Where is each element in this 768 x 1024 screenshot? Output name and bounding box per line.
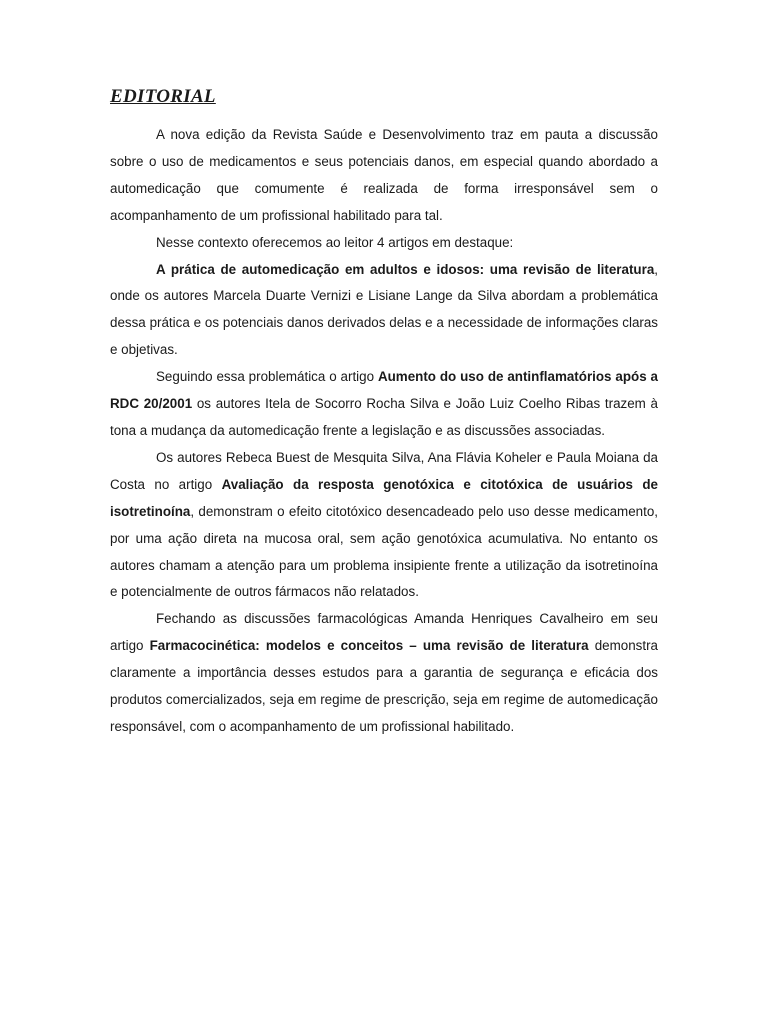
article-1-title: A prática de automedicação em adultos e idosos: uma revisão de literatura — [156, 261, 655, 277]
paragraph-intro: A nova edição da Revista Saúde e Desenvolvimento traz em pauta a discussão sobre o uso de medicamentos e seus potenciais danos, em especial quando abordado a automedicação que comumente é realizada de forma irresponsável sem o acompanhamento de um profissional habilitado para tal. — [110, 127, 658, 223]
article-2-lead: Seguindo essa problemática o artigo — [156, 369, 378, 385]
paragraph-article-1 — [110, 257, 658, 365]
article-4-lead: Fechando as discussões farmacológicas Amanda Henriques Cavalheiro em seu artigo — [110, 611, 658, 654]
article-4-text: demonstra claramente a importância desses estudos para a garantia de segurança e eficácia dos produtos comercializados, seja em regime de prescrição, seja em regime de automedicação responsável, com o acompanhamento de um profissional habilitado. — [110, 638, 659, 734]
article-1-text: , onde os autores Marcela Duarte Vernizi e Lisiane Lange da Silva abordam a problemática dessa prática e os potenciais danos derivados delas e a necessidade de informações claras e objetivas. — [110, 261, 658, 358]
article-2-text: os autores Itela de Socorro Rocha Silva e João Luiz Coelho Ribas trazem à tona a mudança da automedicação frente a legislação e as discussões associadas. — [110, 396, 658, 438]
paragraph-article-2 — [110, 364, 658, 445]
article-2-title: Aumento do uso de antinflamatórios após a RDC 20/2001 — [110, 369, 658, 412]
paragraph-article-3 — [110, 445, 658, 606]
page-title: EDITORIAL — [110, 86, 216, 107]
paragraph-context: Nesse contexto oferecemos ao leitor 4 artigos em destaque: — [156, 234, 514, 250]
article-3-lead: Os autores Rebeca Buest de Mesquita Silva, Ana Flávia Koheler e Paula Moiana da Costa no artigo — [110, 449, 658, 492]
editorial-page — [110, 84, 658, 741]
article-4-title: Farmacocinética: modelos e conceitos – uma revisão de literatura — [149, 638, 589, 654]
article-3-title: Avaliação da resposta genotóxica e citotóxica de usuários de isotretinoína — [110, 476, 658, 519]
paragraph-article-4 — [110, 606, 658, 741]
article-3-text: , demonstram o efeito citotóxico desencadeado pelo uso desse medicamento, por uma ação direta na mucosa oral, sem ação genotóxica acumulativa. No entanto os autores chamam a atenção para um problema insipiente frente a utilização da isotretinoína e potencialmente de outros fármacos não relatados. — [110, 503, 658, 600]
